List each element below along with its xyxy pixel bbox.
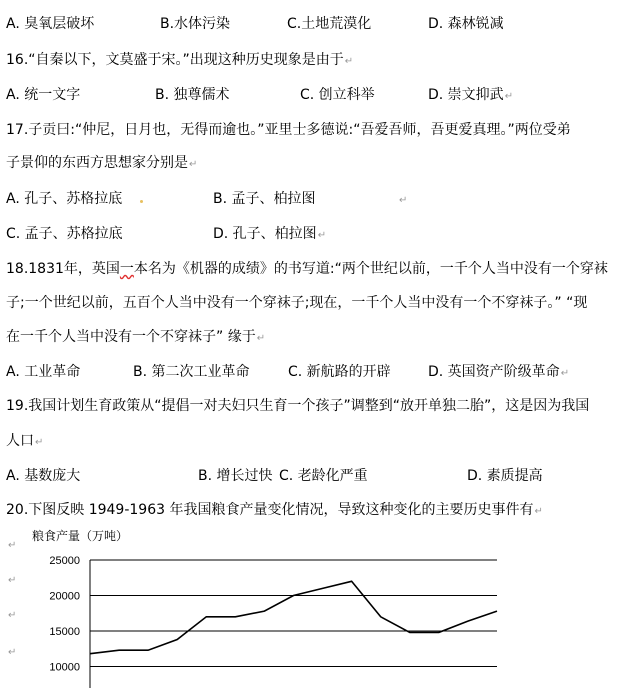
chart-series bbox=[90, 581, 497, 653]
paragraph-mark-icon: ↵ bbox=[8, 540, 17, 551]
q15-option-d: D. 森林锐减 bbox=[428, 16, 504, 32]
q17-option-d: D. 孔子、柏拉图 bbox=[213, 226, 317, 242]
q19-option-b: B. 增长过快 bbox=[198, 468, 273, 484]
q18-stem-post: 本名为《机器的成绩》的书写道:“两个世纪以前，一千个人当中没有一个穿袜 bbox=[133, 261, 608, 277]
q18-option-b: B. 第二次工业革命 bbox=[133, 364, 250, 380]
grain-output-chart bbox=[0, 520, 633, 688]
q17-option-c: C. 孟子、苏格拉底 bbox=[6, 226, 123, 242]
q18-stem-line1 bbox=[6, 260, 608, 278]
q18-stem-line3: 在一千个人当中没有一个不穿袜子” 缘于 bbox=[6, 329, 256, 345]
q16-option-c: C. 创立科举 bbox=[300, 87, 375, 103]
paragraph-mark-icon: ↵ bbox=[534, 506, 543, 517]
q18-option-a: A. 工业革命 bbox=[6, 364, 81, 380]
speck-mark bbox=[140, 200, 143, 203]
q18-option-d: D. 英国资产阶级革命 bbox=[428, 364, 560, 380]
q17-option-b: B. 孟子、柏拉图 bbox=[213, 191, 316, 207]
q20-stem: 20.下图反映 1949-1963 年我国粮食产量变化情况，导致这种变化的主要历史事件有 bbox=[6, 502, 534, 518]
q18-stem-wavy: 一 bbox=[119, 261, 134, 277]
paragraph-mark-icon: ↵ bbox=[317, 230, 327, 241]
paragraph-mark-icon: ↵ bbox=[504, 91, 514, 102]
q15-option-a: A. 臭氧层破坏 bbox=[6, 16, 95, 32]
paragraph-mark-icon: ↵ bbox=[35, 437, 44, 448]
q17-stem-line2: 子景仰的东西方思想家分别是 bbox=[6, 155, 188, 171]
paragraph-mark-b bbox=[398, 190, 407, 210]
paragraph-mark-icon: ↵ bbox=[256, 333, 266, 344]
q19-option-a: A. 基数庞大 bbox=[6, 468, 81, 484]
paragraph-mark-icon: ↵ bbox=[189, 159, 198, 170]
q19-stem-line2-wrap bbox=[6, 432, 43, 452]
chart-paragraph-marks bbox=[8, 540, 16, 658]
q16-option-a: A. 统一文字 bbox=[6, 87, 81, 103]
q15-option-b: B.水体污染 bbox=[160, 16, 231, 32]
q18-stem-line3-wrap bbox=[6, 328, 265, 348]
q17-stem-line2-wrap bbox=[6, 154, 197, 174]
q16-stem-line bbox=[6, 51, 353, 71]
q19-option-d: D. 素质提高 bbox=[467, 468, 543, 484]
q17-option-d-line bbox=[213, 225, 326, 245]
q16-stem: 16.“自秦以下，文莫盛于宋。”出现这种历史现象是由于 bbox=[6, 52, 344, 68]
q18-stem-line2: 子;一个世纪以前，五百个人当中没有一个穿袜子;现在，一千个人当中没有一个不穿袜子。” “现 bbox=[6, 295, 588, 311]
q16-option-d: D. 崇文抑武 bbox=[428, 87, 504, 103]
paragraph-mark-icon: ↵ bbox=[8, 610, 17, 621]
chart-grid bbox=[90, 560, 497, 667]
q18-stem-pre: 18.1831年，英国 bbox=[6, 261, 120, 277]
y-tick-label: 10000 bbox=[49, 661, 80, 674]
paragraph-mark-icon: ↵ bbox=[344, 56, 354, 67]
q19-stem-line2: 人口 bbox=[6, 433, 34, 449]
chart-y-ticks bbox=[49, 555, 80, 674]
q19-stem-line1: 19.我国计划生育政策从“提倡一对夫妇只生育一个孩子”调整到“放开单独二胎”，这是因为我国 bbox=[6, 398, 590, 414]
series-line-0 bbox=[90, 581, 497, 653]
q20-stem-line bbox=[6, 501, 543, 521]
q18-option-c: C. 新航路的开辟 bbox=[288, 364, 391, 380]
paragraph-mark-icon: ↵ bbox=[8, 575, 17, 586]
q17-option-a: A. 孔子、苏格拉底 bbox=[6, 191, 123, 207]
q15-option-c: C.土地荒漠化 bbox=[287, 16, 372, 32]
q16-option-d-line bbox=[428, 86, 513, 106]
paragraph-mark-icon: ↵ bbox=[560, 368, 570, 379]
paragraph-mark-icon: ↵ bbox=[399, 195, 408, 206]
q16-option-b: B. 独尊儒术 bbox=[155, 87, 230, 103]
q19-option-c: C. 老龄化严重 bbox=[279, 468, 368, 484]
y-tick-label: 25000 bbox=[49, 555, 80, 567]
y-tick-label: 20000 bbox=[49, 590, 80, 603]
chart-y-axis-title: 粮食产量（万吨） bbox=[32, 529, 129, 543]
y-tick-label: 15000 bbox=[49, 626, 80, 638]
paragraph-mark-icon: ↵ bbox=[8, 647, 17, 658]
q18-option-d-line bbox=[428, 363, 569, 383]
q17-stem-line1: 17.子贡曰:“仲尼，日月也，无得而逾也。”亚里士多德说:“吾爱吾师，吾更爱真理。”两位受弟 bbox=[6, 122, 571, 138]
